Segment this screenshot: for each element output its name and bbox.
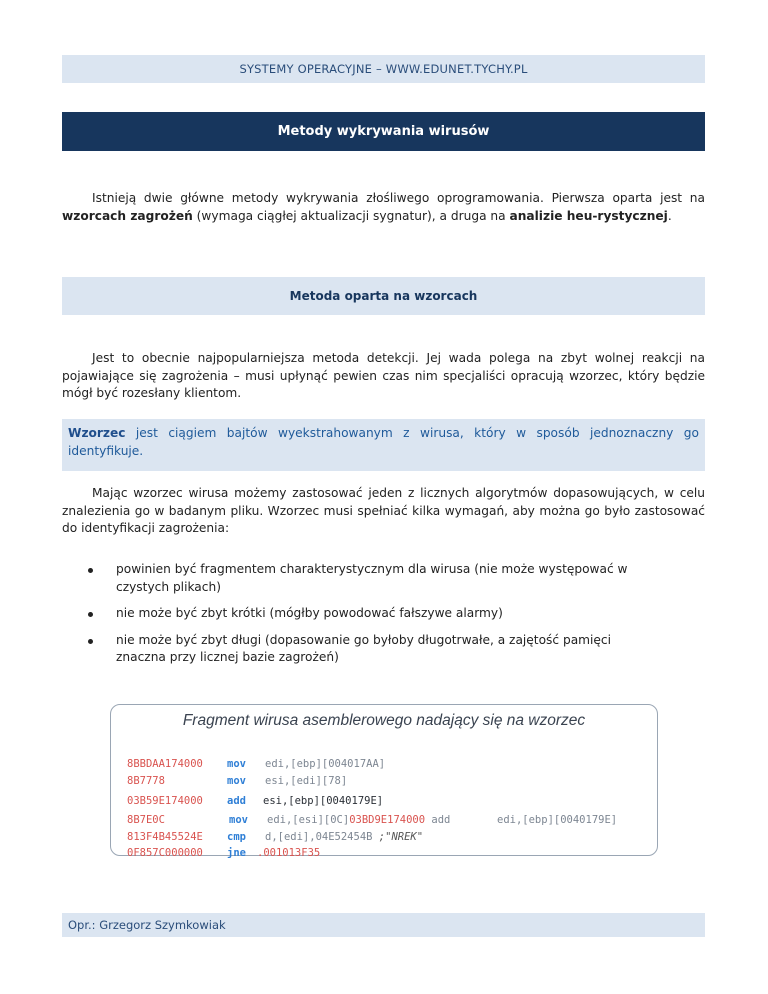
code-figure-title: Fragment wirusa asemblerowego nadający się na wzorzec [182,712,586,729]
intro-bold-1: wzorcach zagrożeń [62,208,193,223]
list-item-text: powinien być fragmentem charakterystycznym dla wirusa (nie może występować w czystych plikach) [116,562,628,594]
definition-text: jest ciągiem bajtów wyekstrahowanym z wirusa, który w sposób jednoznaczny go identyfikuje. [68,426,699,458]
code-address: 8BBDAA174000 [127,758,203,770]
list-item [88,632,628,667]
code-opcode: cmp [227,831,246,843]
intro-text-3: . [667,208,672,223]
page-header: SYSTEMY OPERACYJNE – WWW.EDUNET.TYCHY.PL [62,55,705,83]
code-operand-2: edi,[ebp][0040179E] [497,814,618,826]
code-operand: esi,[ebp][0040179E] [263,795,384,807]
page-footer: Opr.: Grzegorz Szymkowiak [62,913,705,937]
intro-text-1: Istnieją dwie główne metody wykrywania złośliwego oprogramowania. Pierwsza oparta jest na [92,191,705,205]
code-address: 0F857C000000 [127,847,203,859]
requirements-list [88,561,628,676]
code-address: 813F4B45524E [127,831,203,843]
code-address: 8B7778 [127,775,165,787]
definition-box [62,419,705,471]
code-opcode: mov [229,814,248,826]
code-operand [265,831,423,843]
code-address: 03B59E174000 [127,795,203,807]
section-title: Metoda oparta na wzorcach [62,277,705,315]
page-title: Metody wykrywania wirusów [62,112,705,151]
definition-term: Wzorzec [68,426,126,440]
code-opcode: mov [227,775,246,787]
paragraph-3 [62,485,705,538]
list-item-text: nie może być zbyt długi (dopasowanie go byłoby długotrwałe, a zajętość pamięci znaczna przy licznej bazie zagrożeń) [116,632,612,664]
bullet-icon [88,568,93,573]
list-item [88,605,628,623]
code-operand [267,814,450,826]
intro-paragraph [62,190,705,225]
code-operand: .001013F35 [257,847,321,859]
code-figure [110,704,658,859]
code-hex: 03BD9E174000 [349,814,426,826]
intro-bold-2: analizie heu-rystycznej [509,208,668,223]
list-item [88,561,628,596]
code-operand: edi,[ebp][004017AA] [265,758,386,770]
bullet-icon [88,639,93,644]
code-opcode: jne [227,847,246,859]
bullet-icon [88,612,93,617]
list-item-text: nie może być zbyt krótki (mógłby powodować fałszywe alarmy) [116,606,503,620]
code-opcode: add [227,795,246,807]
paragraph-2-text: Jest to obecnie najpopularniejsza metoda detekcji. Jej wada polega na zbyt wolnej reakcji na pojawiające się zagrożenia – musi upłynąć pewien czas nim specjaliści opracują wzorzec, który będzie mógł być rozesłany klientom. [62,351,705,400]
code-operand-text: d,[edi],04E52454B [265,831,373,843]
code-operand: esi,[edi][78] [265,775,348,787]
code-opcode: mov [227,758,246,770]
code-comment: ;"NREK" [378,831,424,843]
code-address: 8B7E0C [127,814,165,826]
paragraph-3-text: Mając wzorzec wirusa możemy zastosować jeden z licznych algorytmów dopasowujących, w celu znalezienia go w badanym pliku. Wzorzec musi spełniać kilka wymagań, aby można go było zastosować do identyfikacji zagrożenia: [62,486,705,535]
intro-text-2: (wymaga ciągłej aktualizacji sygnatur), a druga na [192,208,510,223]
code-operand-text: edi,[esi][0C] [267,814,350,826]
paragraph-2 [62,350,705,403]
code-opcode-2: add [431,814,451,826]
